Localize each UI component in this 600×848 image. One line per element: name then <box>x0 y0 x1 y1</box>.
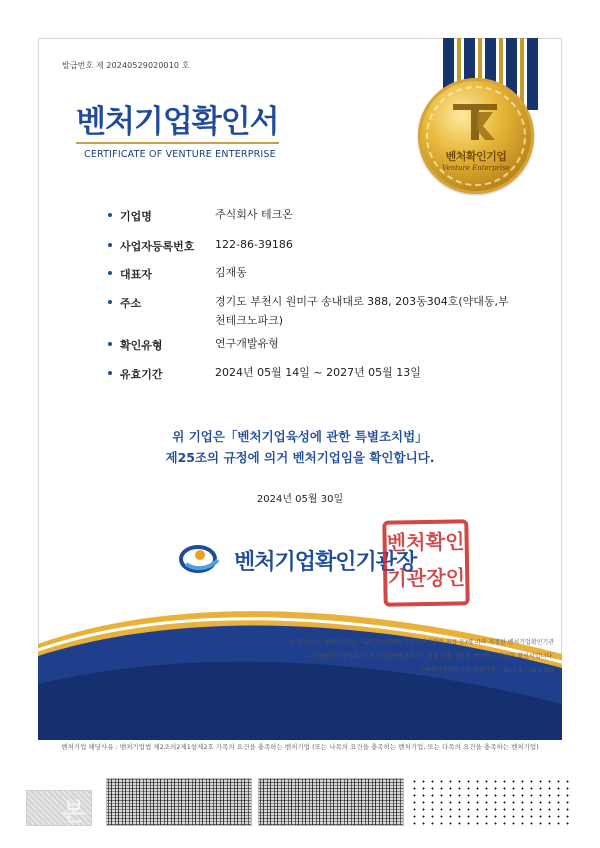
verification-2d-code-1 <box>106 778 252 826</box>
info-value: 연구개발유형 <box>215 337 279 350</box>
info-row-validity-period <box>108 366 528 386</box>
statement-line-2: 제25조의 규정에 의거 벤처기업임을 확인합니다. <box>165 450 435 465</box>
info-row-business-number <box>108 238 528 258</box>
stamp-char: 장인 <box>426 565 466 590</box>
note-line: 이 확인서는「벤처기업법」제25조의3(벤처기업확인기관의 지정 등)에 따라 지정된 벤처기업확인기관 <box>288 639 554 646</box>
info-label: 유효기간 <box>120 368 163 381</box>
confirmation-statement <box>60 426 540 468</box>
bullet-icon <box>108 342 112 346</box>
info-row-address <box>108 295 528 327</box>
certificate-title: 벤처기업확인서 <box>76 104 279 140</box>
bullet-icon <box>108 213 112 217</box>
venture-logo-icon <box>449 100 501 144</box>
stamp-char: 벤처 <box>386 530 426 555</box>
bullet-icon <box>108 300 112 304</box>
seal-english-text: Venture Enterprise <box>442 164 510 172</box>
note-line: (벤처기업확인기관 지정기간 : '20.7.1~'26.6.30) <box>421 667 554 674</box>
info-label: 기업명 <box>120 210 152 223</box>
info-value: 122-86-39186 <box>215 238 293 251</box>
bullet-icon <box>108 271 112 275</box>
title-divider <box>76 142 279 144</box>
info-label: 주소 <box>120 297 142 310</box>
venture-reason-note: 벤처기업 해당사유 : 벤처기업법 제2조의2제1항제2호 가목의 요건을 충족하는 벤처기업 (또는 나목의 요건을 충족하는 벤처기업, 또는 다목의 요건을 충족하는 벤처기업) <box>61 743 539 751</box>
bullet-icon <box>108 371 112 375</box>
certificate-subtitle: CERTIFICATE OF VENTURE ENTERPRISE <box>84 149 276 160</box>
venture-gold-seal <box>418 78 534 194</box>
info-value: 2024년 05월 14일 ~ 2027년 05월 13일 <box>215 366 421 379</box>
issue-date: 2024년 05월 30일 <box>256 494 344 505</box>
seal-korean-text: 벤처확인기업 <box>445 150 507 163</box>
info-label: 사업자등록번호 <box>120 240 195 253</box>
info-value: 주식회사 테크온 <box>215 208 293 221</box>
info-label: 대표자 <box>120 268 152 281</box>
stamp-char: 기관 <box>387 566 427 591</box>
info-label: 확인유형 <box>120 339 163 352</box>
bullet-icon <box>108 243 112 247</box>
verification-dot-pattern <box>410 778 574 826</box>
verification-2d-code-2 <box>258 778 404 826</box>
legal-notes <box>240 636 554 678</box>
official-red-stamp <box>382 519 469 606</box>
issuer-name: 벤처기업확인기관장 <box>234 550 417 575</box>
note-line: ((사)벤처기업협회)이 벤처기업종합관리시스템을 통해 정보를 확인하고 발급한 확인서입니다. <box>311 653 554 660</box>
info-row-company-name <box>108 208 528 228</box>
info-value: 경기도 부천시 원미구 송내대로 388, 203동304호(약대동,부천테크노파크) <box>215 295 509 327</box>
info-value: 김재동 <box>215 266 247 279</box>
original-watermark-char: 본 <box>62 798 86 826</box>
stamp-char: 확인 <box>425 529 465 554</box>
issuer-logo-icon <box>178 544 224 574</box>
issue-number: 발급번호 제 20240529020010 호 <box>62 61 190 70</box>
info-row-representative <box>108 266 528 286</box>
statement-line-1: 위 기업은「벤처기업육성에 관한 특별조치법」 <box>172 429 428 444</box>
info-row-confirmation-type <box>108 337 528 357</box>
